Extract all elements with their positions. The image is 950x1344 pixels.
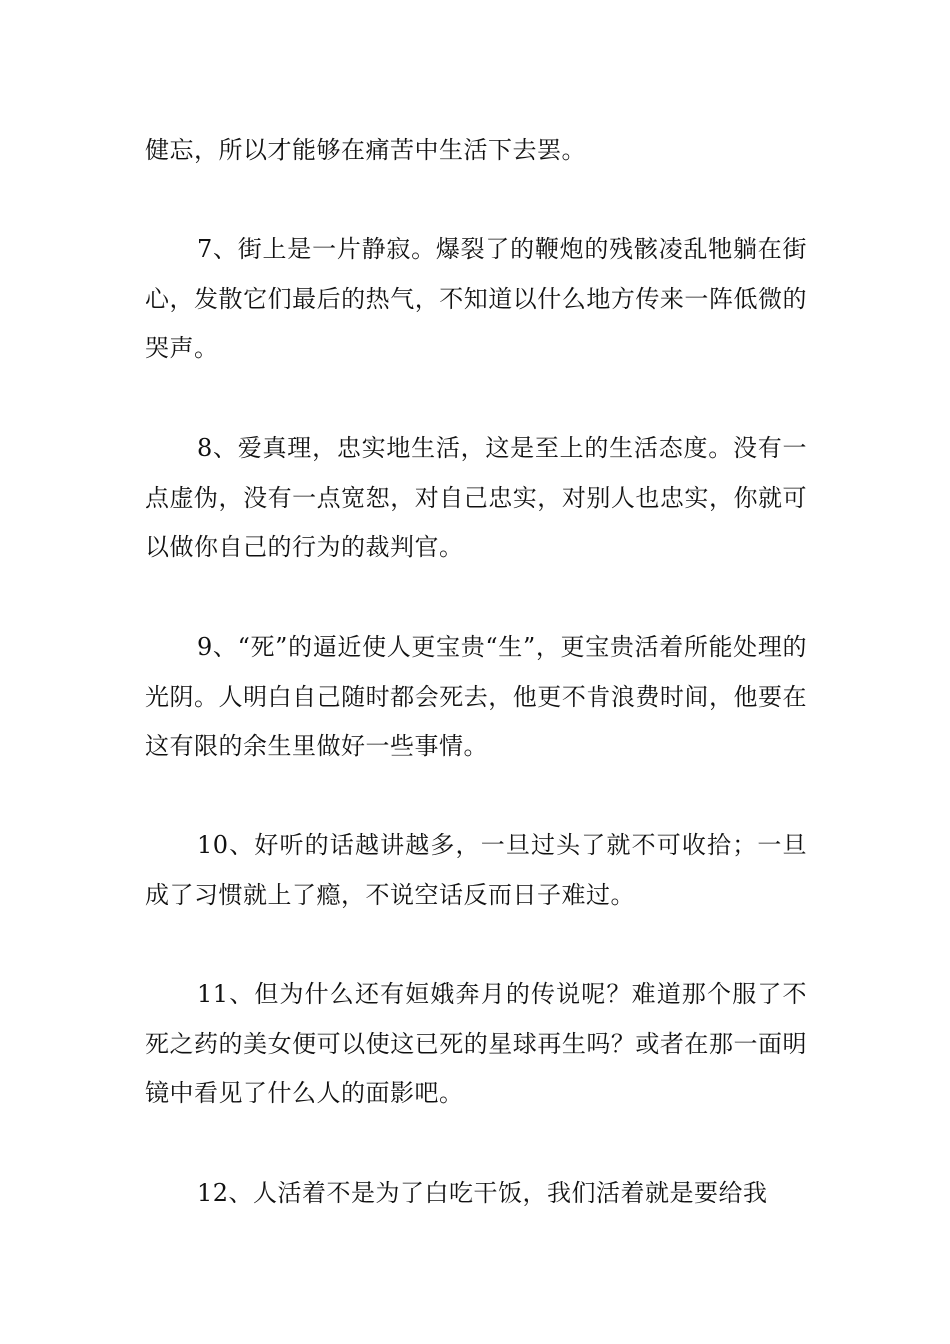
paragraph-item-12: 12、人活着不是为了白吃干饭，我们活着就是要给我: [197, 1179, 768, 1207]
paragraph-item-8: 8、爱真理，忠实地生活，这是至上的生活态度。没有一点虚伪，没有一点宽恕，对自己忠实，对别人也忠实，你就可以做你自己的行为的裁判官。: [145, 434, 807, 561]
paragraph-continuation: 健忘，所以才能够在痛苦中生活下去罢。: [145, 136, 586, 164]
paragraph-item-9: 9、“死”的逼近使人更宝贵“生”，更宝贵活着所能处理的光阴。人明白自己随时都会死去，他更不肯浪费时间，他要在这有限的余生里做好一些事情。: [145, 633, 807, 760]
paragraph-item-11: 11、但为什么还有姮娥奔月的传说呢？难道那个服了不死之药的美女便可以使这已死的星球再生吗？或者在那一面明镜中看见了什么人的面影吧。: [145, 980, 807, 1107]
paragraph-item-10: 10、好听的话越讲越多，一旦过头了就不可收拾；一旦成了习惯就上了瘾，不说空话反而日子难过。: [145, 831, 807, 909]
paragraph-item-7: 7、街上是一片静寂。爆裂了的鞭炮的残骸凌乱牠躺在街心，发散它们最后的热气，不知道以什么地方传来一阵低微的哭声。: [145, 235, 807, 362]
